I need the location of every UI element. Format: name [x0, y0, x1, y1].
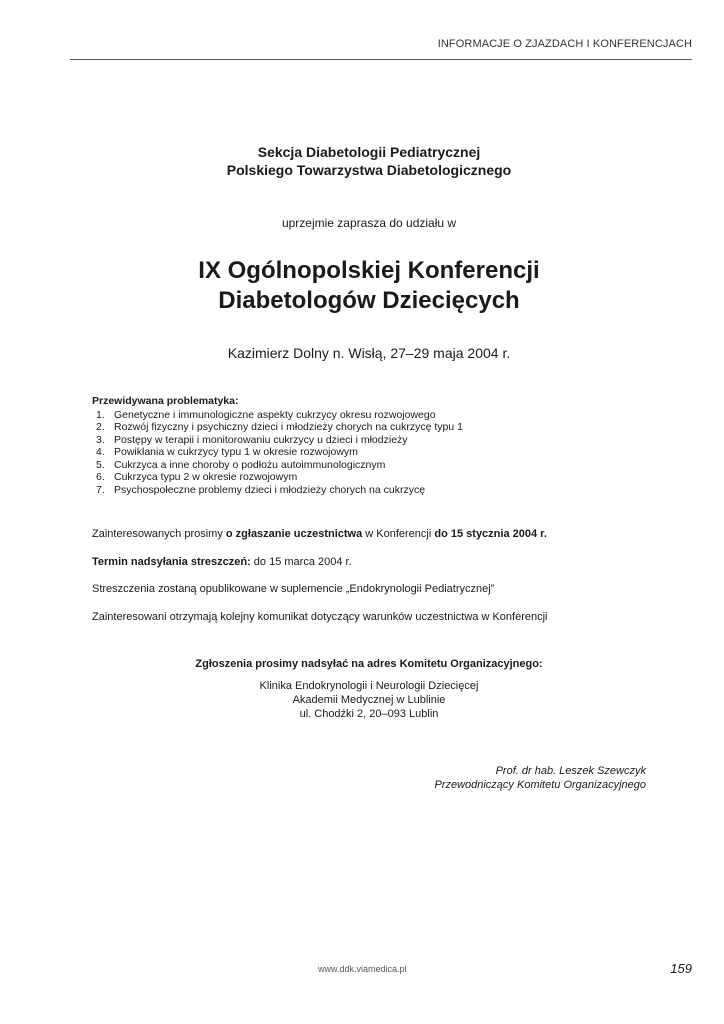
list-item-number: 5. — [96, 458, 105, 471]
organizer-block — [0, 143, 724, 179]
registration-text-2: w Konferencji — [362, 528, 435, 540]
footer-url: www.ddk.viamedica.pl — [318, 964, 407, 974]
address-line-2: Akademii Medycznej w Lublinie — [292, 694, 446, 706]
list-item-text: Postępy w terapii i monitorowaniu cukrzycy u dzieci i młodzieży — [114, 433, 408, 446]
abstracts-deadline-value: do 15 marca 2004 r. — [250, 556, 352, 568]
address-line-3: ul. Chodźki 2, 20–093 Lublin — [299, 708, 439, 720]
signature-name: Prof. dr hab. Leszek Szewczyk — [495, 765, 646, 777]
registration-paragraph — [92, 528, 547, 540]
organizer-line-1: Sekcja Diabetologii Pediatrycznej — [257, 144, 481, 160]
topics-list — [92, 409, 463, 497]
running-head: INFORMACJE O ZJAZDACH I KONFERENCJACH — [437, 38, 692, 50]
abstracts-deadline-label: Termin nadsyłania streszczeń: — [92, 556, 251, 568]
signature-block — [434, 764, 646, 792]
list-item — [92, 446, 463, 459]
conference-title-line-1: IX Ogólnopolskiej Konferencji — [198, 257, 540, 284]
list-item-number: 7. — [96, 483, 105, 496]
list-item-number: 2. — [96, 421, 105, 433]
list-item-text: Rozwój fizyczny i psychiczny dzieci i młodzieży chorych na cukrzycę typu 1 — [114, 421, 463, 433]
list-item — [92, 421, 463, 434]
registration-bold-2: do 15 stycznia 2004 r. — [434, 528, 547, 540]
list-item-text: Cukrzyca a inne choroby o podłożu autoimmunologicznym — [114, 458, 386, 471]
topics-heading: Przewidywana problematyka: — [92, 395, 239, 407]
address-heading: Zgłoszenia prosimy nadsyłać na adres Komitetu Organizacyjnego: — [195, 658, 543, 670]
registration-text-1: Zainteresowanych prosimy — [92, 528, 226, 540]
list-item-text: Psychospołeczne problemy dzieci i młodzieży chorych na cukrzycę — [114, 483, 426, 496]
list-item — [92, 434, 463, 447]
list-item-number: 1. — [96, 408, 105, 421]
list-item-number: 3. — [96, 433, 105, 446]
list-item-number: 6. — [96, 471, 105, 483]
conference-title — [0, 256, 724, 316]
list-item — [92, 409, 463, 422]
abstracts-deadline-paragraph — [92, 556, 352, 568]
next-notice: Zainteresowani otrzymają kolejny komunikat dotyczący warunków uczestnictwa w Konferencji — [92, 611, 548, 623]
list-item-text: Powikłania w cukrzycy typu 1 w okresie rozwojowym — [114, 446, 358, 458]
invitation-text: uprzejmie zaprasza do udziału w — [281, 216, 457, 230]
header-rule — [70, 59, 692, 60]
address-block — [0, 679, 724, 721]
list-item — [92, 459, 463, 472]
list-item-text: Cukrzyca typu 2 w okresie rozwojowym — [114, 471, 298, 483]
address-line-1: Klinika Endokrynologii i Neurologii Dziecięcej — [259, 680, 479, 692]
topics-section — [92, 395, 463, 496]
registration-bold-1: o zgłaszanie uczestnictwa — [225, 528, 363, 540]
conference-place-date: Kazimierz Dolny n. Wisłą, 27–29 maja 2004 r. — [227, 345, 511, 361]
conference-title-line-2: Diabetologów Dziecięcych — [218, 287, 520, 314]
list-item-number: 4. — [96, 446, 105, 458]
list-item — [92, 471, 463, 484]
signature-role: Przewodniczący Komitetu Organizacyjnego — [434, 779, 646, 791]
page-number: 159 — [670, 961, 692, 976]
list-item-text: Genetyczne i immunologiczne aspekty cukrzycy okresu rozwojowego — [114, 408, 436, 421]
publication-note: Streszczenia zostaną opublikowane w suplemencie „Endokrynologii Pediatrycznej” — [92, 583, 495, 595]
list-item — [92, 484, 463, 497]
organizer-line-2: Polskiego Towarzystwa Diabetologicznego — [226, 162, 512, 178]
